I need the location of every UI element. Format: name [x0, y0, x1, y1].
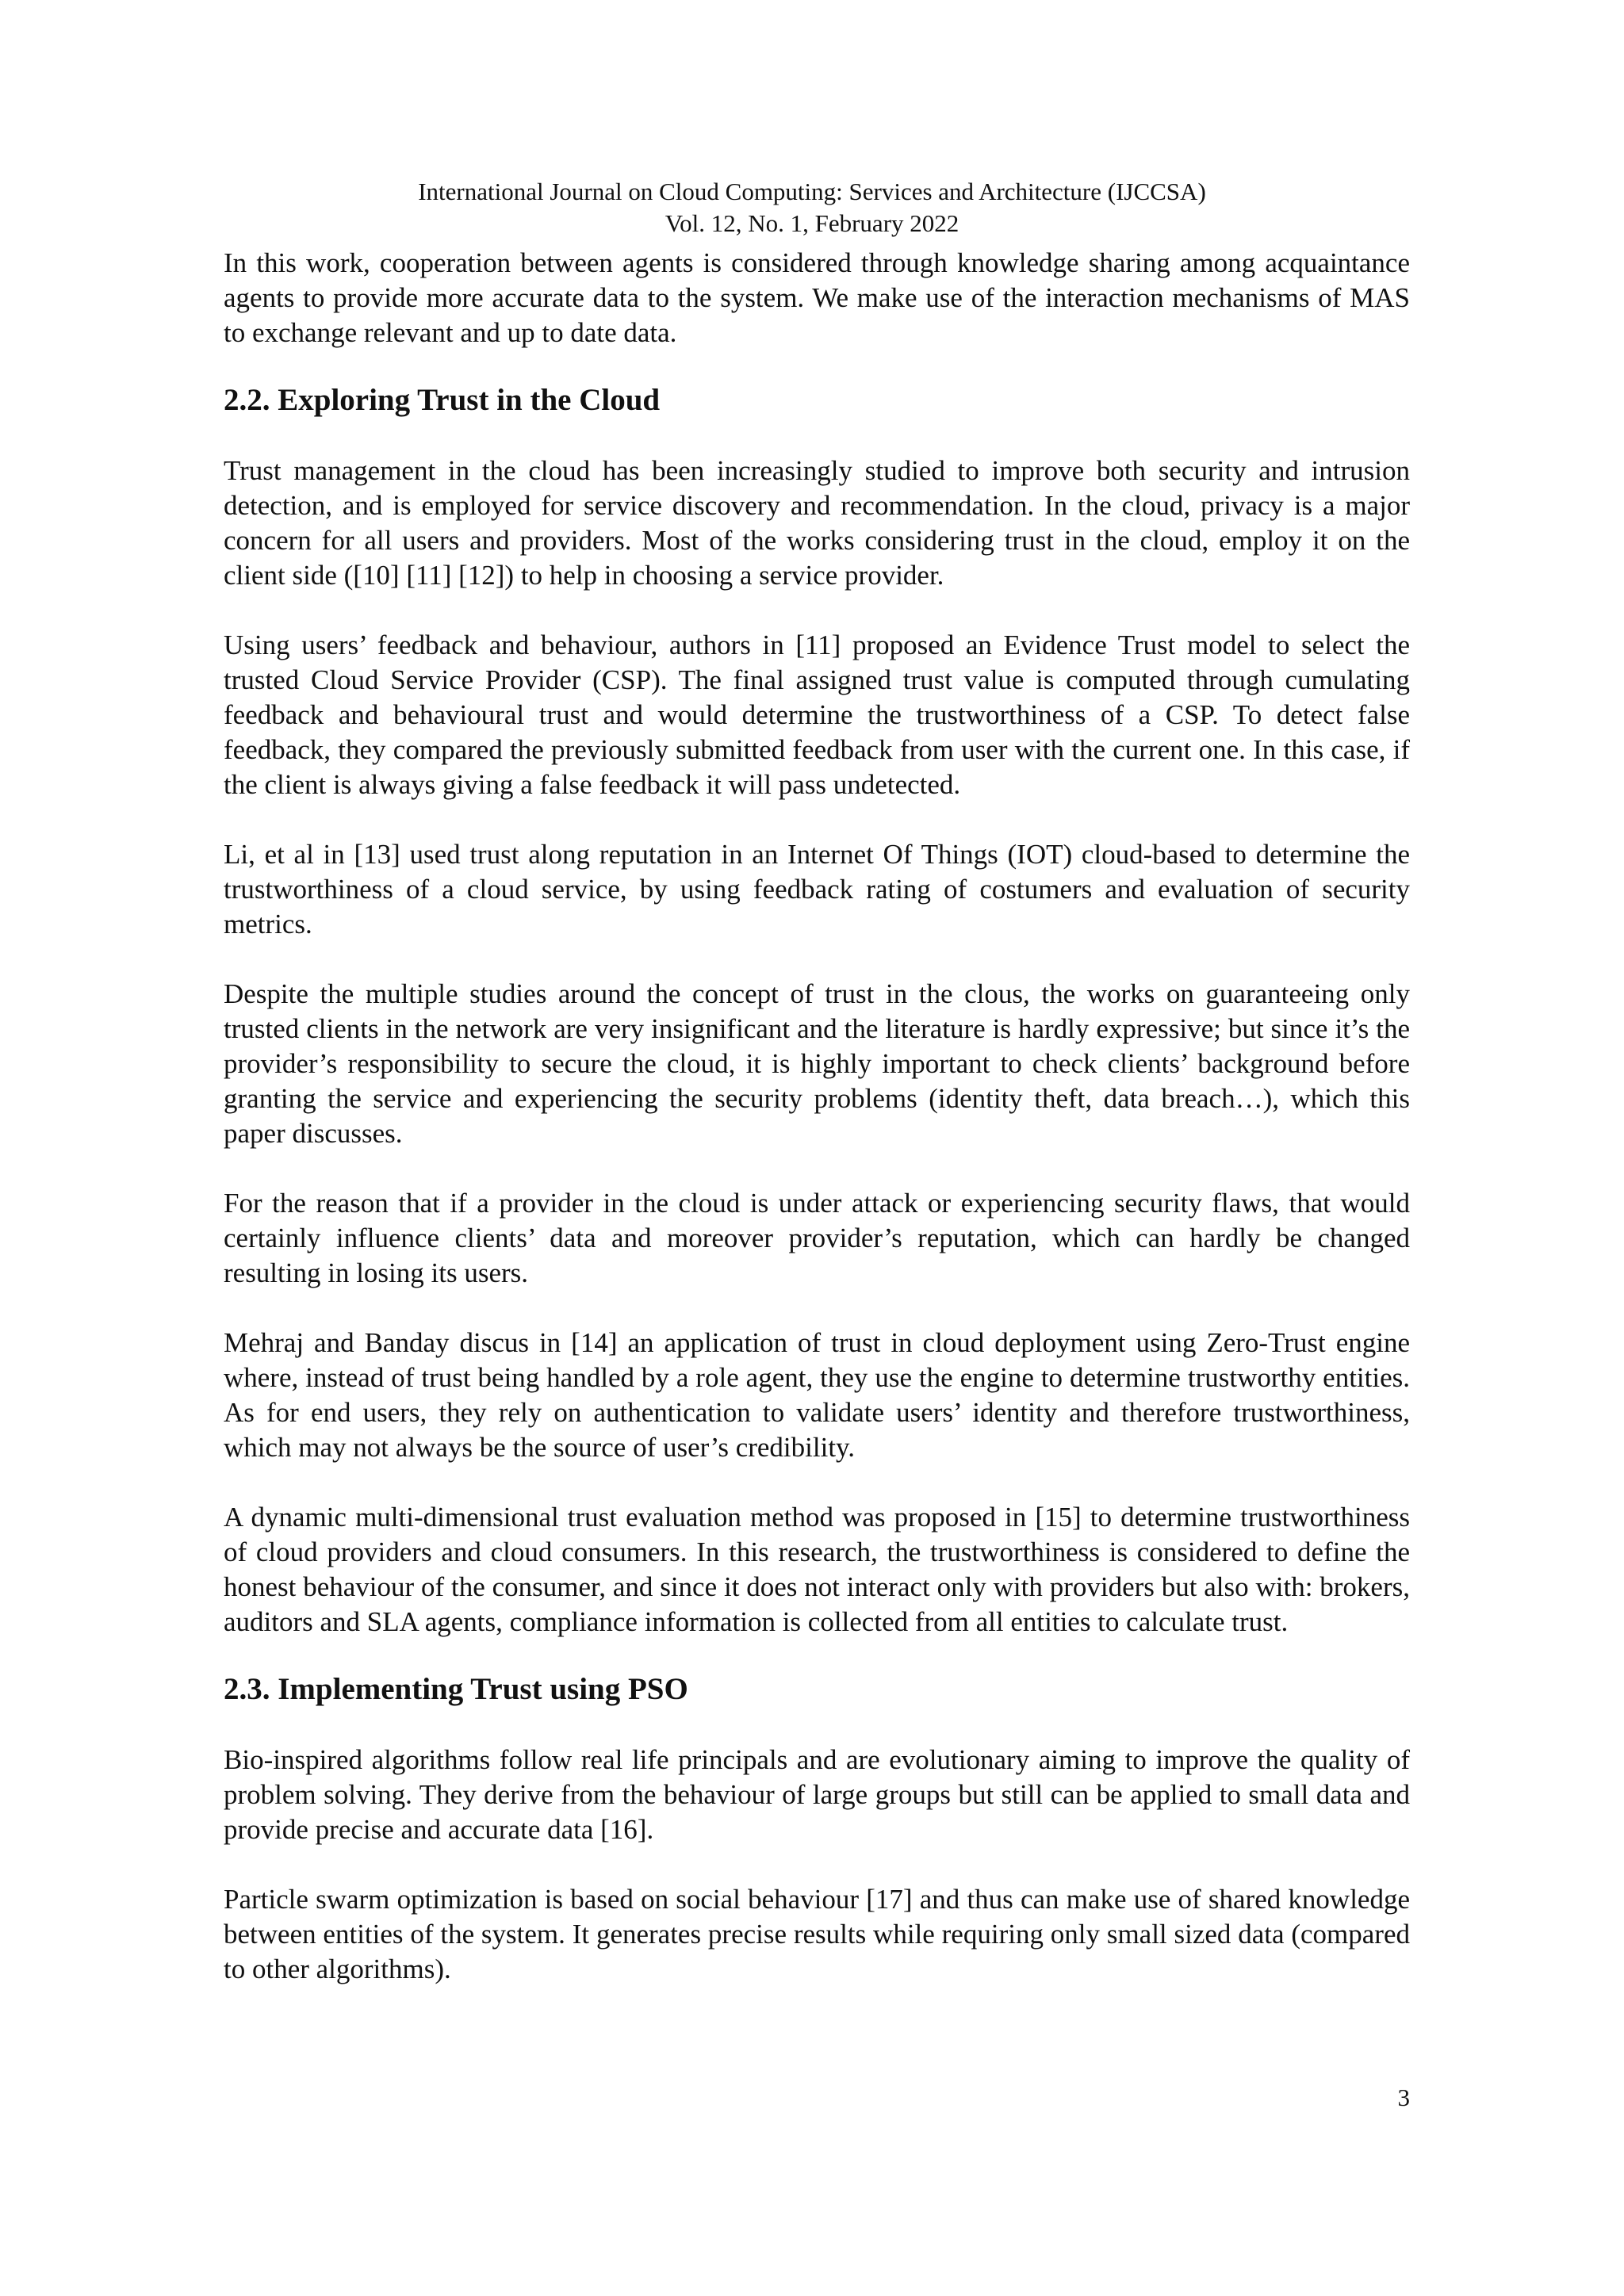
paragraph-2-2-4: Despite the multiple studies around the concept of trust in the clous, the works on guaranteeing only trusted clients in the network are very insignificant and the literature is hardly expressive; but since it’s the provider’s responsibility to secure the cloud, it is highly important to check clients’ background before granting the service and experiencing the security problems (identity theft, data breach…), which this paper discusses.: [224, 978, 1410, 1149]
paragraph-2-3-2: Particle swarm optimization is based on social behaviour [17] and thus can make use of shared knowledge between entities of the system. It generates precise results while requiring only small sized data (compared to other algorithms).: [224, 1884, 1410, 1984]
page-number: 3: [1397, 2084, 1410, 2111]
paragraph-2-2-6: Mehraj and Banday discus in [14] an application of trust in cloud deployment using Zero-Trust engine where, instead of trust being handled by a role agent, they use the engine to determine trustworthy entities. As for end users, they rely on authentication to validate users’ identity and therefore trustworthiness, which may not always be the source of user’s credibility.: [224, 1327, 1410, 1463]
section-heading-2-2: 2.2. Exploring Trust in the Cloud: [224, 383, 661, 417]
running-header: [0, 176, 1624, 239]
journal-title: International Journal on Cloud Computing: Services and Architecture (IJCCSA): [418, 178, 1206, 205]
journal-volume: Vol. 12, No. 1, February 2022: [665, 209, 959, 237]
paragraph-2-3-1: Bio-inspired algorithms follow real life principals and are evolutionary aiming to improve the quality of problem solving. They derive from the behaviour of large groups but still can be applied to small data and provide precise and accurate data [16].: [224, 1744, 1410, 1845]
paragraph-2-2-2: Using users’ feedback and behaviour, authors in [11] proposed an Evidence Trust model to select the trusted Cloud Service Provider (CSP). The final assigned trust value is computed through cumulating feedback and behavioural trust and would determine the trustworthiness of a CSP. To detect false feedback, they compared the previously submitted feedback from user with the current one. In this case, if the client is always giving a false feedback it will pass undetected.: [224, 629, 1410, 800]
page-body: [224, 246, 1410, 2022]
paragraph-2-2-1: Trust management in the cloud has been increasingly studied to improve both security and intrusion detection, and is employed for service discovery and recommendation. In the cloud, privacy is a major concern for all users and providers. Most of the works considering trust in the cloud, employ it on the client side ([10] [11] [12]) to help in choosing a service provider.: [224, 455, 1410, 591]
paragraph-2-2-3: Li, et al in [13] used trust along reputation in an Internet Of Things (IOT) cloud-based to determine the trustworthiness of a cloud service, by using feedback rating of costumers and evaluation of security metrics.: [224, 839, 1410, 939]
paragraph-intro: In this work, cooperation between agents is considered through knowledge sharing among acquaintance agents to provide more accurate data to the system. We make use of the interaction mechanisms of MAS to exchange relevant and up to date data.: [224, 247, 1410, 348]
paragraph-2-2-5: For the reason that if a provider in the cloud is under attack or experiencing security flaws, that would certainly influence clients’ data and moreover provider’s reputation, which can hardly be changed resulting in losing its users.: [224, 1188, 1410, 1288]
section-heading-2-3: 2.3. Implementing Trust using PSO: [224, 1672, 688, 1706]
paragraph-2-2-7: A dynamic multi-dimensional trust evaluation method was proposed in [15] to determine trustworthiness of cloud providers and cloud consumers. In this research, the trustworthiness is considered to define the honest behaviour of the consumer, and since it does not interact only with providers but also with: brokers, auditors and SLA agents, compliance information is collected from all entities to calculate trust.: [224, 1502, 1410, 1637]
